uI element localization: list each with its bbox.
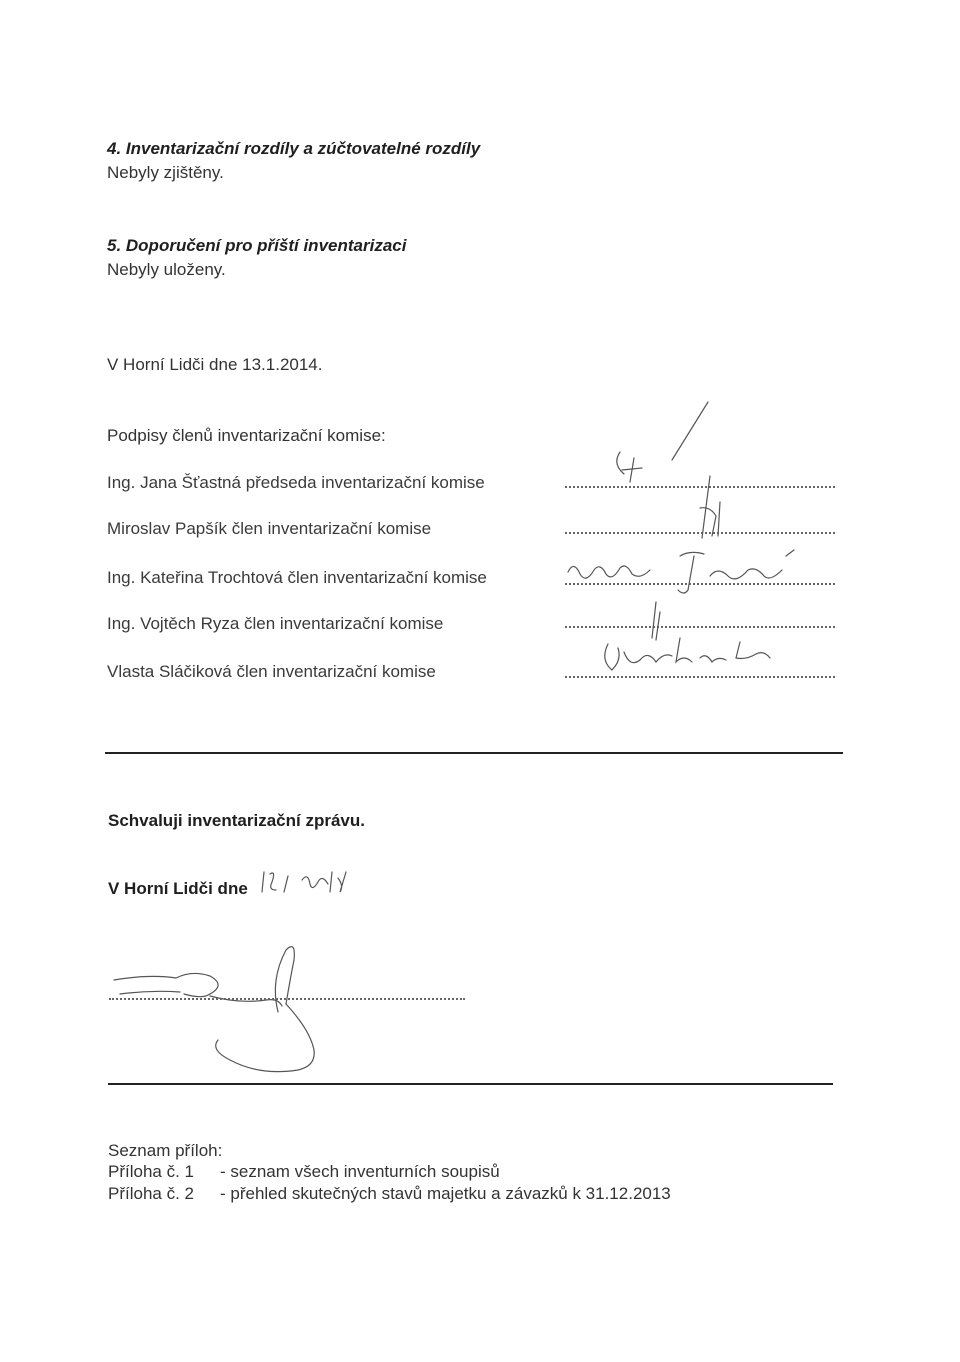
attachment-text: - přehled skutečných stavů majetku a závazků k 31.12.2013 [220,1184,671,1203]
section-4-text: Nebyly zjištěny. [107,163,224,182]
director-signature [110,940,350,1080]
separator-line [105,752,843,754]
attachments-heading: Seznam příloh: [108,1141,223,1160]
attachment-label: Příloha č. 2 [108,1184,194,1203]
separator-line [108,1083,833,1085]
member-name: Ing. Jana Šťastná předseda inventarizační komise [107,473,485,492]
member-signatures-handwriting [560,390,850,700]
place-date: V Horní Lidči dne 13.1.2014. [107,355,323,374]
handwritten-date [258,862,358,902]
attachment-label: Příloha č. 1 [108,1162,194,1181]
member-name: Miroslav Papšík člen inventarizační komise [107,519,432,538]
section-5-text: Nebyly uloženy. [107,260,226,279]
member-name: Vlasta Sláčiková člen inventarizační komise [107,662,436,681]
attachment-text: - seznam všech inventurních soupisů [220,1162,500,1181]
approval-heading: Schvaluji inventarizační zprávu. [108,811,365,830]
director-signature-line [109,998,465,1000]
section-4-title: 4. Inventarizační rozdíly a zúčtovatelné rozdíly [107,139,481,158]
member-name: Ing. Kateřina Trochtová člen inventarizační komise [107,568,487,587]
approval-place: V Horní Lidči dne [108,879,248,898]
signatures-heading: Podpisy členů inventarizační komise: [107,426,386,445]
section-5-title: 5. Doporučení pro příští inventarizaci [107,236,407,255]
member-name: Ing. Vojtěch Ryza člen inventarizační komise [107,614,444,633]
